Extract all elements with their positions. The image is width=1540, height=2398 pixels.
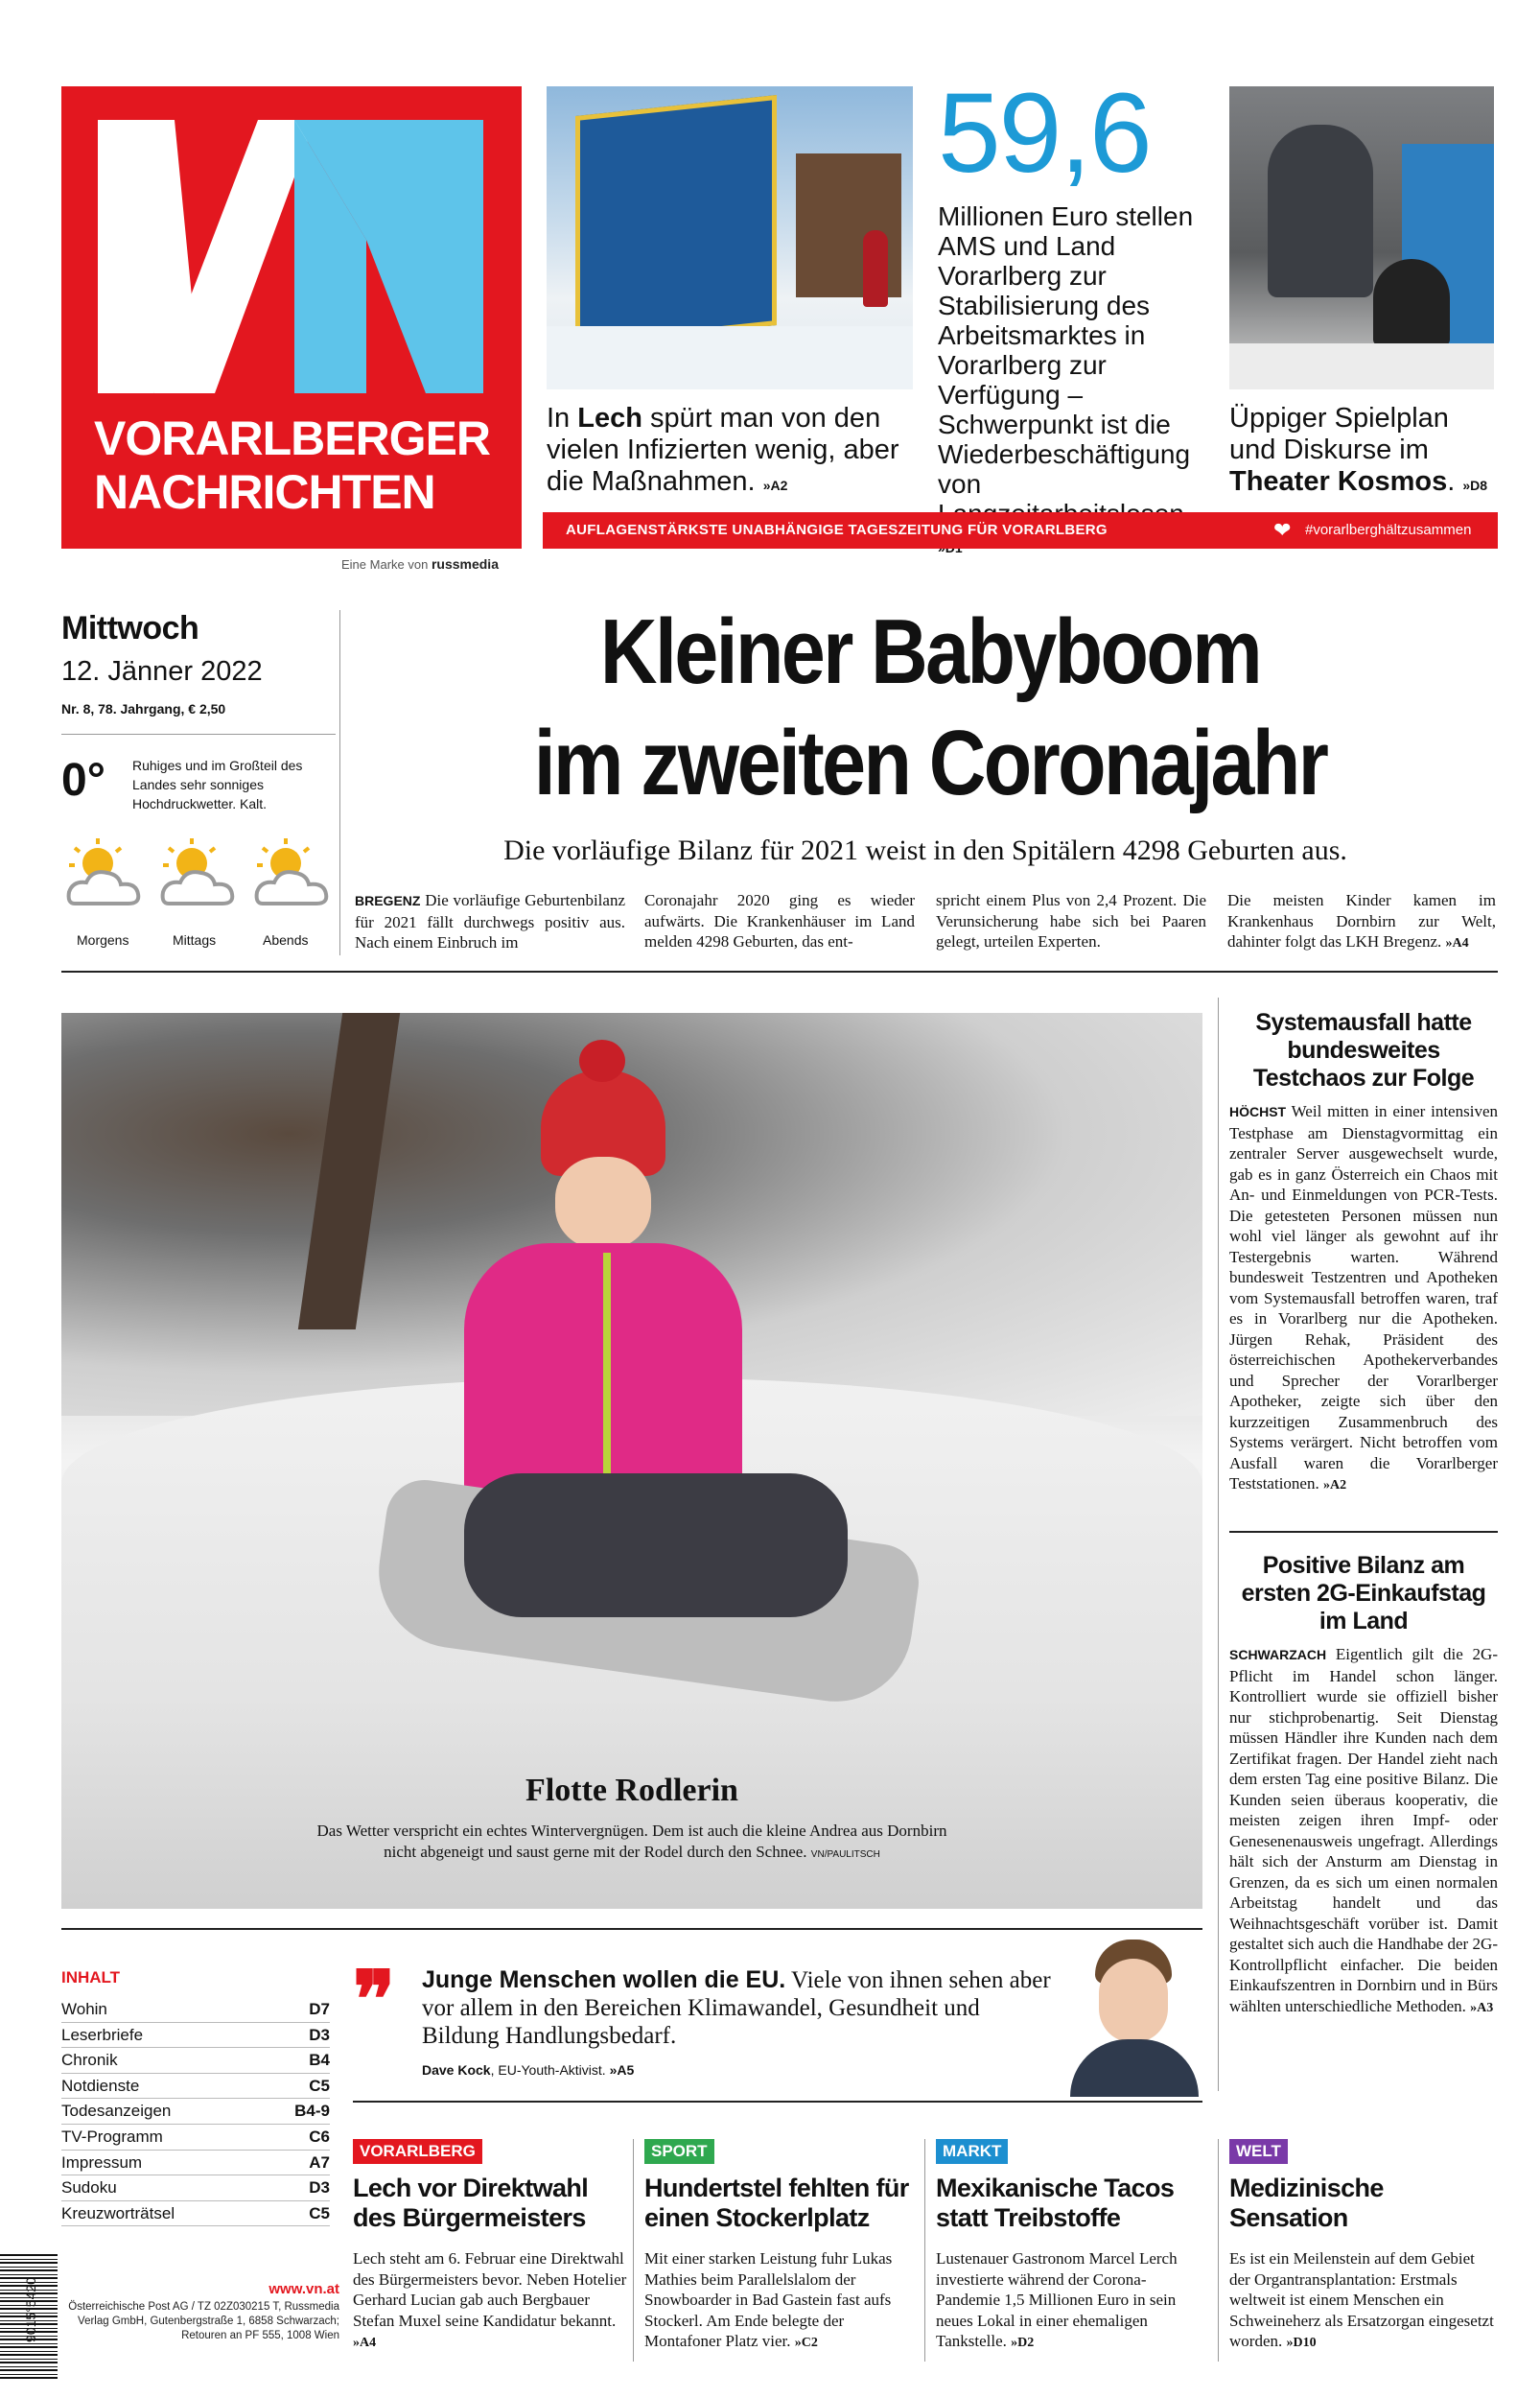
teaser-theater-post: . [1447, 466, 1456, 497]
teaser-lech-photo[interactable] [547, 86, 913, 389]
teaser-arbeitsmarkt-text: Millionen Euro stellen AMS und Land Vorarlberg zur Stabilisierung des Arbeitsmarktes in Vorarlberg zur Verfügung – Schwerpunkt ist die Wiederbeschäftigung von [938, 201, 1194, 499]
child-face [555, 1157, 651, 1249]
section-text [936, 2248, 1210, 2354]
index-page: B4 [309, 2051, 330, 2070]
sidebar-divider [1218, 998, 1219, 2091]
main-photo[interactable] [61, 1013, 1202, 1909]
left-column-divider [339, 610, 340, 955]
brand-note [341, 556, 499, 572]
weather-text: Ruhiges und im Großteil des Landes sehr sonniges Hochdruckwetter. Kalt. [132, 758, 303, 811]
section-divider [633, 2139, 634, 2362]
photo-credit: VN/PAULITSCH [810, 1849, 880, 1860]
tagline-bar [543, 512, 1498, 549]
weather-icons [61, 836, 339, 952]
index-label: Kreuzworträtsel [61, 2203, 175, 2222]
weekday: Mittwoch [61, 610, 199, 647]
section-body: Es ist ein Meilenstein auf dem Gebiet der Organtransplantation: Erstmals weltweit ist einem Menschen ein Schweineherz als Ersatzorgan eingesetzt worden. [1229, 2249, 1494, 2350]
sun-cloud-icon [249, 836, 336, 913]
quote-ref[interactable]: »A5 [609, 2062, 635, 2078]
russmedia-logo: russmedia [431, 556, 499, 572]
section-tag-sport[interactable]: SPORT [644, 2139, 714, 2164]
teaser-theater-ref[interactable]: »D8 [1462, 478, 1488, 493]
section-tag-welt[interactable]: WELT [1229, 2139, 1288, 2164]
section-text [644, 2248, 919, 2354]
masthead-name-line1: VORARLBERGER [94, 411, 491, 465]
index-label: Todesanzeigen [61, 2102, 172, 2121]
index-item[interactable] [61, 2074, 330, 2100]
quote-text [422, 1966, 1055, 2050]
snow-ground [547, 326, 913, 389]
person-right [1373, 259, 1450, 345]
section-text [353, 2248, 627, 2354]
vn-logo-mark [61, 86, 522, 412]
person-left [1268, 125, 1373, 297]
teaser-theater-photo[interactable] [1229, 86, 1494, 389]
quote-bold: Junge Menschen wollen die EU. [422, 1966, 786, 1993]
section-body: Lustenauer Gastronom Marcel Lerch investierte während der Corona-Pandemie 1,5 Millionen Euro in sein neues Lokal in einer ehemaligen Tankstelle. [936, 2249, 1178, 2350]
index-page: D7 [309, 2000, 330, 2018]
index-label: Leserbriefe [61, 2025, 144, 2044]
section-headline[interactable]: Medizinische Sensation [1229, 2174, 1384, 2232]
section-tag-markt[interactable]: MARKT [936, 2139, 1008, 2164]
section-headline[interactable]: Mexikanische Tacos statt Treibstoffe [936, 2174, 1175, 2232]
brand-note-text: Eine Marke von [341, 557, 429, 572]
lead-col-3: spricht einem Plus von 2,4 Prozent. Die Verunsicherung habe sich bei Paaren gelegt, urteilen Experten. [936, 891, 1206, 951]
date: 12. Jänner 2022 [61, 656, 263, 687]
quote-mark-icon: ❞ [353, 1954, 396, 2046]
index-item[interactable] [61, 2201, 330, 2227]
section-text [1229, 2248, 1498, 2354]
section-ref[interactable]: »D2 [1011, 2336, 1035, 2350]
section-body: Lech steht am 6. Februar eine Direktwahl des Bürgermeisters bevor. Neben Hotelier Gerhard Lucian gab auch Bergbauer Stefan Muxel seine Kandidatur bekannt. [353, 2249, 627, 2330]
side1-text: Weil mitten in einer intensiven Testphase am Dienstagvormittag ein zentraler Server ausgewechselt wurde, gab es in ganz Österreich ein Chaos mit An- und Einmeldungen von PCR-Tests. Die getesteten Personen müssen nun wohl viel länger als gewohnt auf ihr Testergebnis warten. Während bundesweit Testzentren und Apotheken vom Systemausfall betroffen waren, traf es in Vorarlberg nur die Apotheken. Jürgen Rehak, Präsident des österreichischen Apothekerverbandes und Sprecher der Vorarlberger Apotheker, zeigte sich über den kurzzeitigen Zusammenbruch des Systems verärgert. Nicht betroffen vom Ausfall waren die Vorarlberger Teststationen. [1229, 1102, 1498, 1493]
lead-col-1 [355, 890, 625, 953]
lead-bottom-rule [61, 971, 1498, 973]
teaser-lech-ref[interactable]: »A2 [762, 478, 788, 493]
index-top-rule [61, 1928, 1202, 1930]
side-divider [1229, 1531, 1498, 1533]
weather-period-evening: Abends [263, 932, 309, 948]
index-label: Chronik [61, 2051, 118, 2070]
barcode-number: 9015°5420 [23, 2277, 38, 2342]
index-page: D3 [309, 2178, 330, 2198]
section-ref[interactable]: »C2 [794, 2336, 818, 2350]
footer-url[interactable]: www.vn.at [268, 2281, 339, 2297]
portrait-shirt [1070, 2039, 1199, 2097]
index-item[interactable] [61, 2023, 330, 2049]
teaser-arbeitsmarkt[interactable] [938, 201, 1211, 563]
section-ref[interactable]: »A4 [353, 2336, 377, 2350]
index-item[interactable] [61, 1997, 330, 2023]
lead-col-1-text: Die vorläufige Geburtenbilanz für 2021 fällt durchwegs positiv aus. Nach einem Einbruch im [355, 891, 625, 952]
weather-period-morning: Morgens [77, 932, 129, 948]
table-surface [1229, 343, 1494, 389]
teaser-lech-post: spürt man von den vielen Infizierten wenig, aber die Maßnahmen. [547, 403, 899, 497]
section-divider [1218, 2139, 1219, 2362]
quote-portrait [1062, 1934, 1202, 2097]
teaser-theater[interactable] [1229, 403, 1498, 502]
index-page: A7 [309, 2152, 330, 2172]
lead-subhead: Die vorläufige Bilanz für 2021 weist in den Spitälern 4298 Geburten aus. [503, 835, 1347, 866]
index-page: C6 [309, 2127, 330, 2146]
lead-headline-line1: Kleiner Babyboom [599, 600, 1261, 703]
quote-author: Dave Kock [422, 2062, 491, 2078]
masthead-logo[interactable] [61, 86, 522, 549]
quote-bottom-rule [353, 2101, 1202, 2103]
section-headline[interactable]: Lech vor Direktwahl des Bürgermeisters [353, 2174, 589, 2232]
index-item[interactable] [61, 2151, 330, 2176]
weather-temp: 0° [61, 755, 105, 806]
teaser-lech-bold: Lech [577, 403, 642, 434]
photo-caption-text [301, 1821, 963, 1866]
teaser-theater-pre: Üppiger Spielplan und Diskurse im [1229, 403, 1449, 465]
section-tag-vorarlberg[interactable]: VORARLBERG [353, 2139, 482, 2164]
hashtag-text[interactable]: #vorarlberghältzusammen [1305, 522, 1472, 538]
teaser-theater-bold: Theater Kosmos [1229, 466, 1448, 497]
index-item[interactable] [61, 2048, 330, 2074]
index-page: C5 [309, 2203, 330, 2222]
index-label: Impressum [61, 2152, 143, 2172]
lead-headline-line2: im zweiten Coronajahr [533, 712, 1327, 814]
side2-ref[interactable]: »A3 [1470, 2000, 1494, 2015]
index-item[interactable] [61, 2175, 330, 2201]
teaser-lech[interactable] [547, 403, 913, 502]
index-label: Notdienste [61, 2076, 140, 2095]
quote-body: Viele von ihnen sehen aber vor allem in den Bereichen Klimawandel, Gesundheit und Bildung Handlungsbedarf. [422, 1967, 1051, 2049]
index-page: C5 [309, 2076, 330, 2095]
lead-ref[interactable]: »A4 [1445, 936, 1469, 951]
side1-dateline: HÖCHST [1229, 1104, 1287, 1119]
masthead-name-line2: NACHRICHTEN [94, 465, 435, 519]
section-divider [924, 2139, 925, 2362]
side1-headline[interactable]: Systemausfall hatte bundesweites Testchaos zur Folge [1252, 1009, 1475, 1092]
section-ref[interactable]: »D10 [1286, 2336, 1317, 2350]
index-title: INHALT [61, 1968, 121, 1987]
child-legs [464, 1473, 848, 1617]
index-list [61, 1997, 330, 2226]
lead-headline[interactable] [435, 597, 1425, 819]
index-page: D3 [309, 2025, 330, 2044]
lead-col-2: Coronajahr 2020 ging es wieder aufwärts. Die Krankenhäuser im Land melden 4298 Geburten, das ent- [644, 891, 915, 951]
quote-role: , EU-Youth-Aktivist. [490, 2062, 606, 2078]
section-headline[interactable]: Hundertstel fehlten für einen Stockerlplatz [644, 2174, 909, 2232]
quote-author-line [422, 2062, 634, 2078]
sun-cloud-icon [155, 836, 242, 913]
issue-info: Nr. 8, 78. Jahrgang, € 2,50 [61, 701, 226, 717]
photo-caption-title: Flotte Rodlerin [525, 1773, 738, 1808]
section-body: Mit einer starken Leistung fuhr Lukas Mathies beim Parallelslalom der Snowboarder in Bad Gastein fast aufs Stockerl. Am Ende belegte der Montafoner Platz vier. [644, 2249, 893, 2350]
index-label: TV-Programm [61, 2127, 163, 2146]
lead-dateline: BREGENZ [355, 893, 421, 908]
side2-text: Eigentlich gilt die 2G-Pflicht im Handel schon länger. Kontrolliert wurde sie offiziell bisher nur stichprobenartig. Seit Dienstag müssen Händler ihre Kunden nach dem Zertifikat fragen. Der Handel zieht nach dem ersten Tag eine positive Bilanz. Die Kunden seien überaus kooperativ, die meisten zeigen ihren Impf- oder Genesenenausweis ungefragt. Allerdings hält sich der Ansturm am Dienstag in Grenzen, da es sich um einen normalen Arbeitstag handelt und das Weihnachtsgeschäft vorüber ist. Damit gestaltet sich auch die Handhabe der 2G-Kontrollpflicht einfacher. Die beiden Einkaufszentren in Dornbirn und in Bürs wählten unterschiedliche Methoden. [1229, 1645, 1498, 2015]
side2-headline[interactable]: Positive Bilanz am ersten 2G-Einkaufstag im Land [1241, 1552, 1486, 1634]
teaser-number: 59,6 [938, 70, 1151, 197]
side2-body [1229, 1644, 1498, 2018]
portrait-face [1099, 1959, 1168, 2043]
lead-col-4-text: Die meisten Kinder kamen im Krankenhaus Dornbirn zur Welt, dahinter folgt das LKH Bregenz. [1227, 891, 1496, 951]
index-item[interactable] [61, 2099, 330, 2125]
sign-board [575, 95, 777, 346]
sun-cloud-icon [61, 836, 148, 913]
teaser-lech-pre: In [547, 403, 578, 434]
lead-col-4 [1227, 890, 1496, 954]
side1-ref[interactable]: »A2 [1322, 1478, 1347, 1493]
date-divider [61, 734, 336, 735]
heart-icon: ❤ [1273, 518, 1292, 542]
footer-imprint: Österreichische Post AG / TZ 02Z030215 T, Russmedia Verlag GmbH, Gutenbergstraße 1, 6858 Schwarzach; Retouren an PF 555, 1008 Wien [68, 2301, 339, 2341]
skier-figure [863, 230, 888, 307]
index-label: Sudoku [61, 2178, 117, 2198]
weather-period-noon: Mittags [173, 932, 217, 948]
index-item[interactable] [61, 2125, 330, 2151]
side2-dateline: SCHWARZACH [1229, 1647, 1327, 1662]
child-hat-pompom [579, 1040, 625, 1082]
jacket-zipper [603, 1253, 611, 1483]
side1-body [1229, 1101, 1498, 1496]
photo-caption-body: Das Wetter verspricht ein echtes Wintervergnügen. Dem ist auch die kleine Andrea aus Dornbirn nicht abgeneigt und saust gerne mit der Rodel durch den Schnee. [316, 1822, 947, 1861]
index-label: Wohin [61, 2000, 107, 2018]
index-page: B4-9 [294, 2102, 330, 2121]
tagline-text: AUFLAGENSTÄRKSTE UNABHÄNGIGE TAGESZEITUNG FÜR VORARLBERG [566, 522, 1108, 538]
